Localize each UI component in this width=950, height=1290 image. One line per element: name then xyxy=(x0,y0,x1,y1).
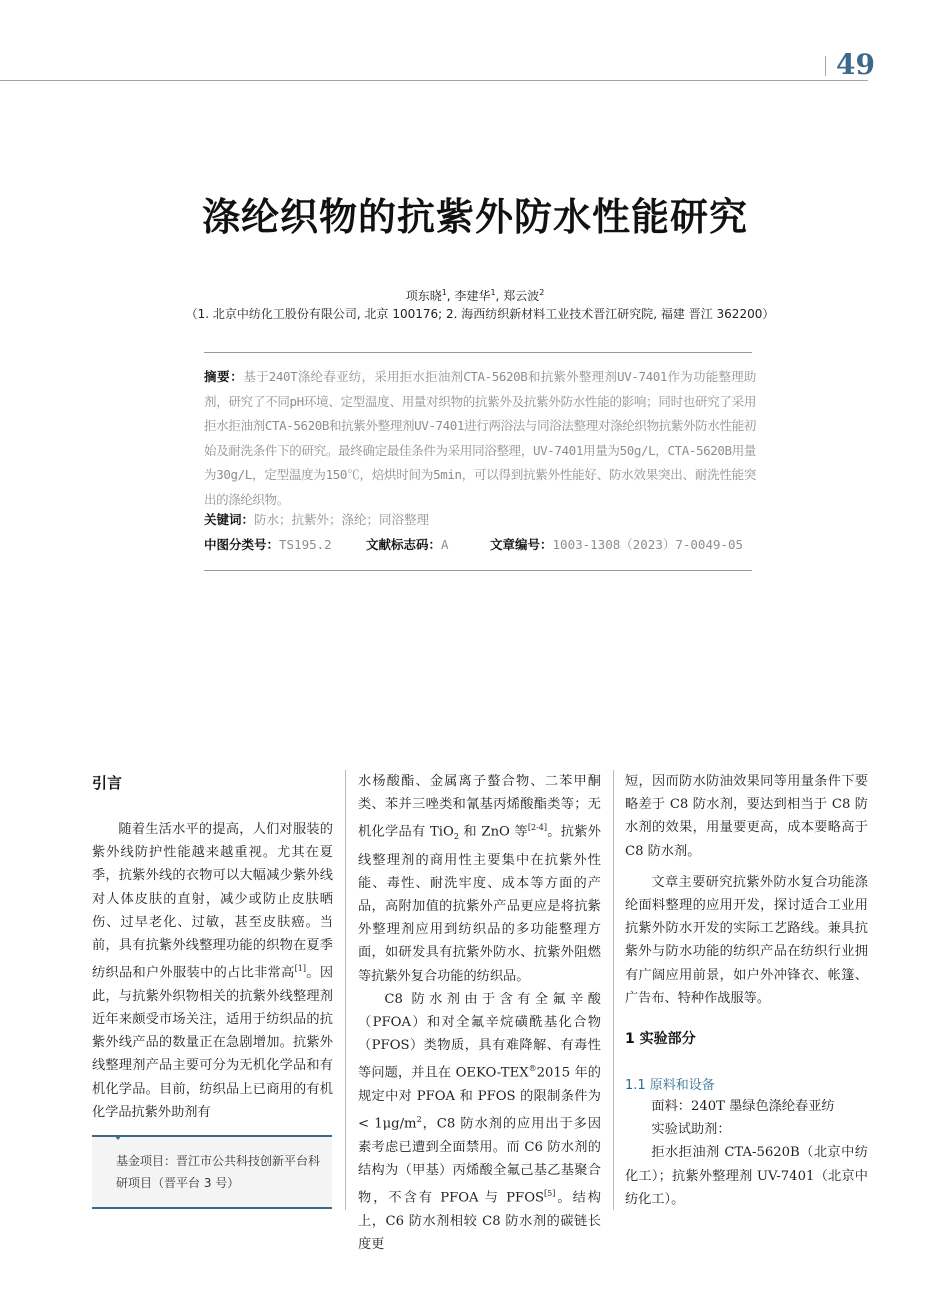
article-number-label: 文章编号： xyxy=(490,537,553,552)
paper-title: 涤纶织物的抗紫外防水性能研究 xyxy=(201,195,748,239)
article-number xyxy=(490,535,743,553)
column-2-body xyxy=(358,770,601,1256)
intro-text-part: 随着生活水平的提高，人们对服装的紫外线防护性能越来越重视。尤其在夏季，抗紫外线的衣物可以大幅减少紫外线对人体皮肤的直射，减少或防止皮肤晒伤、过早老化、过敏，甚至皮肤癌。当前，具有抗紫外线整理功能的织物在夏季纺织品和户外服装中的占比非常高 xyxy=(92,822,333,981)
subscript: 2 xyxy=(453,832,459,842)
section-heading: 1 实验部分 xyxy=(625,1031,696,1047)
author-affil-mark: 1 xyxy=(490,288,496,297)
text-part: 和 ZnO 等 xyxy=(458,824,528,840)
text-part: ，C8 防水剂的应用出于多因素考虑已遭到全面禁用。而 C6 防水剂的结构为（甲基）丙烯酸全氟己基乙基聚合物，不含有 PFOA 与 PFOS xyxy=(358,1116,602,1206)
paragraph: 短，因而防水防油效果同等用量条件下要略差于 C8 防水剂，要达到相当于 C8 防水剂的效果，用量要更高，成本要略高于 C8 防水剂。 xyxy=(625,774,868,859)
clc-number xyxy=(204,535,332,553)
intro-text-part: 。因此，与抗紫外织物相关的抗紫外线整理剂近年来颇受市场关注，适用于纺织品的抗紫外线产品的数量正在急剧增加。抗紫外线整理剂产品主要可分为无机化学品和有机化学品。目前，纺织品上已商用的有机化学品抗紫外助剂有 xyxy=(92,965,334,1120)
abstract-label: 摘要： xyxy=(204,369,244,384)
keywords-label: 关键词： xyxy=(204,512,255,527)
abstract xyxy=(204,365,756,512)
abstract-text: 基于240T涤纶春亚纺，采用拒水拒油剂CTA-5620B和抗紫外整理剂UV-7401作为功能整理助剂，研究了不同pH环境、定型温度、用量对织物的抗紫外及抗紫外防水性能的影响；同时也研究了采用拒水拒油剂CTA-5620B和抗紫外整理剂UV-7401进行两浴法与同浴法整理对涤纶织物抗紫外防水性能初始及耐洗条件下的研究。最终确定最佳条件为采用同浴整理，UV-7401用量为50g/L，CTA-5620B用量为30g/L，定型温度为150℃，焙烘时间为5min，可以得到抗紫外性能好、防水效果突出、耐洗性能突出的涤纶织物。 xyxy=(204,369,756,507)
abstract-bottom-rule xyxy=(204,570,752,571)
citation: [2-4] xyxy=(527,823,547,833)
author-name: 项东晓 xyxy=(405,289,442,303)
registered-mark: ® xyxy=(528,1064,537,1074)
document-code xyxy=(366,535,449,553)
text-part: C8 防水剂由于含有全氟辛酸（PFOA）和对全氟辛烷磺酰基化合物（PFOS）类物质，具有难降解、有毒性等问题，并且在 OEKO-TEX xyxy=(358,991,601,1081)
materials-body xyxy=(625,1095,868,1211)
materials-fabric: 面料：240T 墨绿色涤纶春亚纺 xyxy=(651,1099,835,1114)
intro-heading: 引言 xyxy=(92,774,123,792)
funding-text: 基金项目：晋江市公共科技创新平台科研项目（晋平台 3 号） xyxy=(116,1154,321,1190)
funding-box-marker xyxy=(114,1135,122,1140)
superscript: 2 xyxy=(416,1115,422,1125)
article-number-value: 1003-1308（2023）7-0049-05 xyxy=(552,537,744,552)
text-part: 2015 年的规定中对 PFOA 和 PFOS 的限制条件为 < 1μg/m xyxy=(358,1065,601,1132)
abstract-top-rule xyxy=(204,352,752,353)
intro-paragraph xyxy=(92,818,333,1124)
column-divider xyxy=(613,770,614,1210)
text-part: 水杨酸酯、金属离子螯合物、二苯甲酮类、苯并三唑类和氰基丙烯酸酯类等；无机化学品有 TiO xyxy=(358,774,601,840)
affiliation: （1. 北京中纺化工股份有限公司, 北京 100176; 2. 海西纺织新材料工业技术晋江研究院, 福建 晋江 362200） xyxy=(185,307,775,321)
paragraph xyxy=(358,988,601,1256)
keywords-text: 防水；抗紫外；涤纶；同浴整理 xyxy=(254,512,430,527)
header-rule xyxy=(0,80,868,81)
document-code-label: 文献标志码： xyxy=(366,537,442,552)
paragraph xyxy=(358,770,601,988)
clc-value: TS195.2 xyxy=(279,537,332,552)
materials-reagent-list: 拒水拒油剂 CTA-5620B（北京中纺化工）；抗紫外整理剂 UV-7401（北京中纺化工）。 xyxy=(625,1145,868,1207)
clc-label: 中图分类号： xyxy=(204,537,280,552)
page-number-divider xyxy=(825,56,826,76)
materials-reagents: 实验试助剂： xyxy=(651,1122,731,1138)
column-divider xyxy=(345,770,346,1210)
author-affil-mark: 1 xyxy=(441,288,447,297)
intro-body xyxy=(92,818,333,1124)
author-name: 郑云波 xyxy=(503,289,540,303)
citation: [1] xyxy=(294,964,306,974)
column-3-body xyxy=(625,770,868,1010)
author-affil-mark: 2 xyxy=(539,288,545,297)
document-code-value: A xyxy=(441,537,449,552)
keywords xyxy=(204,510,429,528)
subsection-heading: 1.1 原料和设备 xyxy=(625,1078,715,1093)
citation: [5] xyxy=(544,1189,556,1199)
text-part: 。结构上，C6 防水剂相较 C8 防水剂的碳链长度更 xyxy=(358,1190,601,1253)
page-number: 49 xyxy=(836,48,875,81)
paragraph: 文章主要研究抗紫外防水复合功能涤纶面料整理的应用开发，探讨适合工业用抗紫外防水开发的实际工艺路线。兼具抗紫外与防水功能的纺织产品在纺织行业拥有广阔应用前景，如户外冲锋衣、帐篷、广告布、特种作战服等。 xyxy=(625,874,868,1006)
text-part: 。抗紫外线整理剂的商用性主要集中在抗紫外性能、毒性、耐洗牢度、成本等方面的产品，高附加值的抗紫外产品更应是将抗紫外整理剂应用到纺织品的多功能整理方面，如研发具有抗紫外防水、抗紫外阻燃等抗紫外复合功能的纺织品。 xyxy=(358,824,601,984)
author-list: 项东晓$^1$, 李建华$^1$, 郑云波$^2$ xyxy=(405,288,545,303)
author-name: 李建华 xyxy=(454,289,491,303)
